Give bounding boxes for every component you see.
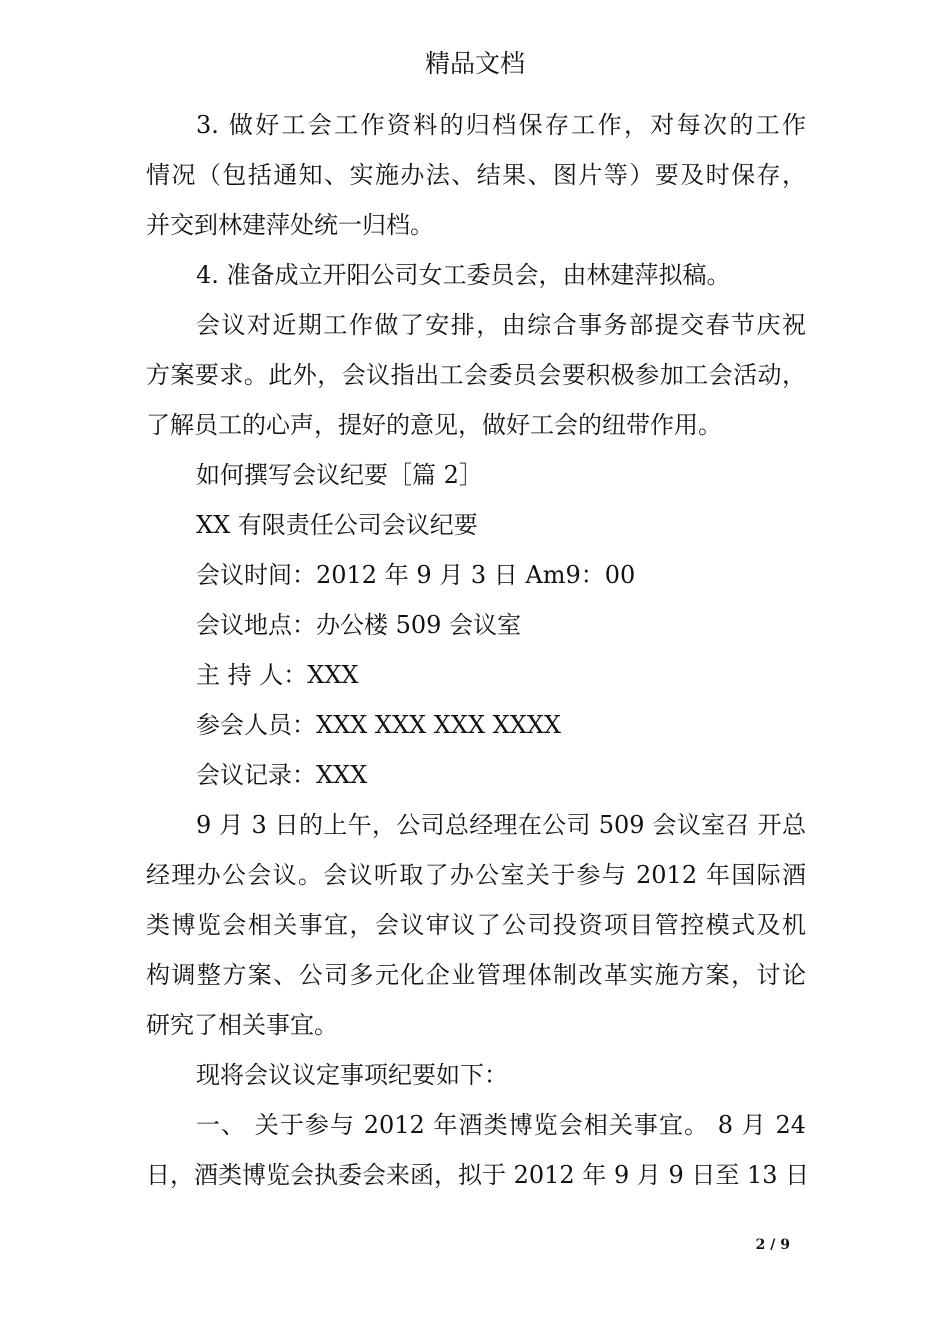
text-line: 构调整方案、公司多元化企业管理体制改革实施方案，讨论 <box>146 961 806 989</box>
text-line: 一、 关于参与 2012 年酒类博览会相关事宜。 8 月 24 <box>196 1111 806 1139</box>
text-line: 现将会议议定事项纪要如下： <box>196 1061 508 1089</box>
text-line: 9 月 3 日的上午，公司总经理在公司 509 会议室召 开总 <box>196 811 806 839</box>
text-line: 日，酒类博览会执委会来函，拟于 2012 年 9 月 9 日至 13 日 <box>146 1161 810 1189</box>
text-line: 4. 准备成立开阳公司女工委员会，由林建萍拟稿。 <box>196 261 731 289</box>
text-line: 会议时间：2012 年 9 月 3 日 Am9：00 <box>196 561 636 589</box>
text-line: 类博览会相关事宜，会议审议了公司投资项目管控模式及机 <box>146 911 806 939</box>
text-line: 方案要求。此外，会议指出工会委员会要积极参加工会活动， <box>146 361 806 389</box>
text-line: 会议地点：办公楼 509 会议室 <box>196 611 522 639</box>
text-line: 参会人员：XXX XXX XXX XXXX <box>196 711 562 739</box>
document-body <box>146 100 810 1200</box>
text-line: 会议记录：XXX <box>196 761 368 789</box>
text-line: 经理办公会议。会议听取了办公室关于参与 2012 年国际酒 <box>146 861 806 889</box>
text-line: 3. 做好工会工作资料的归档保存工作，对每次的工作 <box>196 111 806 139</box>
text-line: XX 有限责任公司会议纪要 <box>196 511 478 539</box>
text-line: 情况（包括通知、实施办法、结果、图片等）要及时保存， <box>146 161 806 189</box>
text-line: 并交到林建萍处统一归档。 <box>146 211 434 239</box>
page-header: 精品文档 <box>424 49 525 78</box>
page-number: 2 / 9 <box>755 1237 790 1253</box>
text-line: 如何撰写会议纪要［篇 2］ <box>196 461 483 489</box>
text-line: 研究了相关事宜。 <box>146 1011 338 1039</box>
text-line: 了解员工的心声，提好的意见，做好工会的纽带作用。 <box>146 411 722 439</box>
text-line: 主 持 人：XXX <box>196 661 359 689</box>
text-line: 会议对近期工作做了安排，由综合事务部提交春节庆祝 <box>196 311 806 339</box>
